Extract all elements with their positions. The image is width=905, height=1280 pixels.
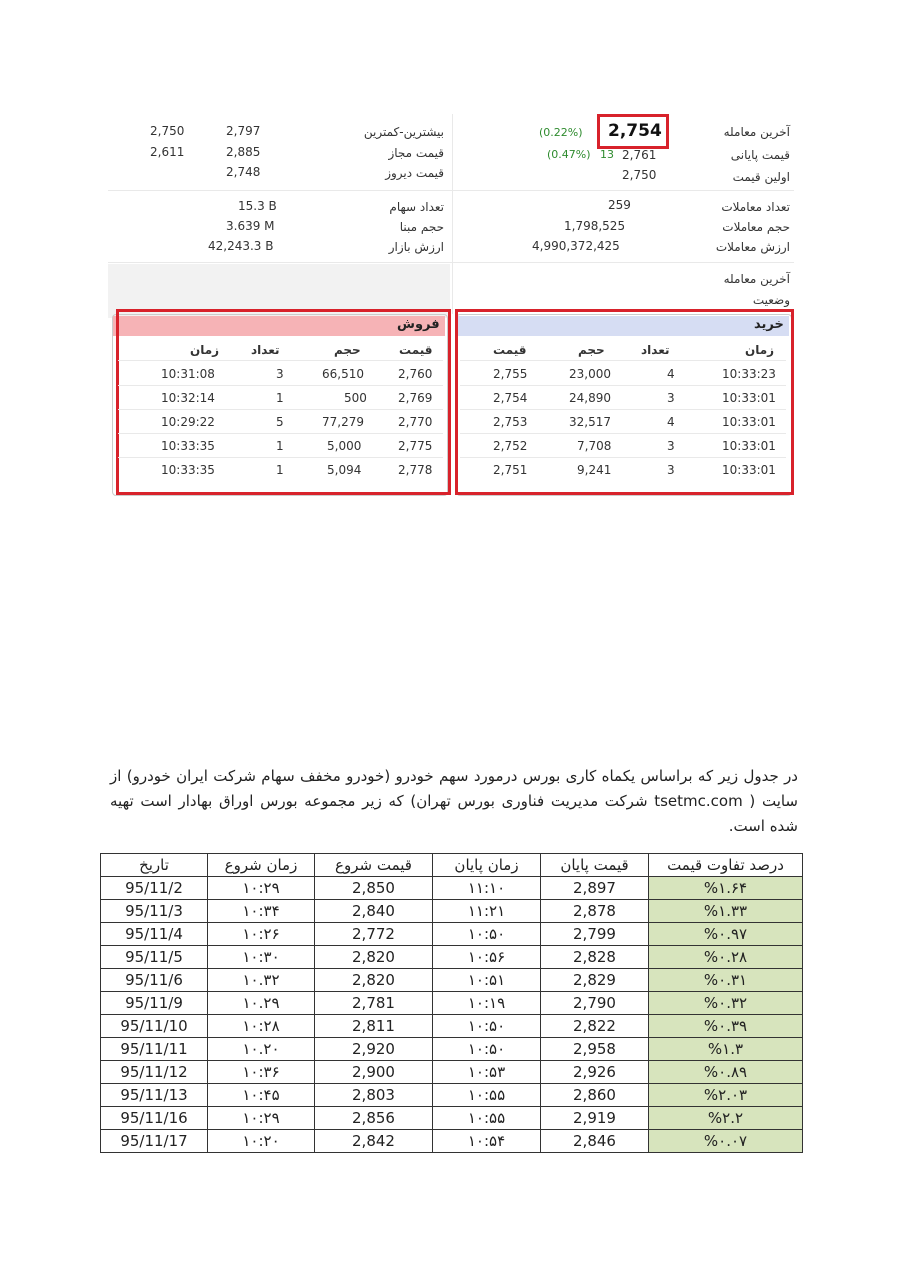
sell-row-price: 2,760 (398, 367, 433, 381)
cell-start-time: ۱۰:۲۶ (208, 923, 315, 946)
cell-end-time: ۱۰:۵۰ (433, 1015, 541, 1038)
table-header-row (101, 854, 803, 877)
cell-end-price: 2,897 (541, 877, 649, 900)
sell-row-time: 10:33:35 (161, 439, 215, 453)
cell-end-price: 2,822 (541, 1015, 649, 1038)
intro-paragraph: در جدول زیر که براساس یکماه کاری بورس درمورد سهم خودرو (خودرو مخفف سهام شرکت ایران خودرو) از سایت ( tsetmc.com شرکت مدیریت فناوری بورس تهران) که زیر مجموعه بورس اوراق بهادار است تهیه شده است. (110, 767, 799, 835)
high-low-label: بیشترین-کمترین (363, 125, 444, 139)
table-row (101, 1130, 803, 1153)
closing-price-label: قیمت پایانی (730, 148, 790, 162)
cell-date: 95/11/12 (101, 1061, 208, 1084)
buy-header-volume: حجم (578, 343, 605, 357)
cell-end-price: 2,829 (541, 969, 649, 992)
cell-start-price: 2,772 (315, 923, 433, 946)
base-volume-label: حجم مبنا (399, 220, 444, 234)
buy-row-count: 3 (667, 391, 675, 405)
cell-date: 95/11/16 (101, 1107, 208, 1130)
header-start-price: قیمت شروع (315, 854, 433, 877)
closing-price: 2,761 (622, 148, 657, 162)
cell-end-time: ۱۰:۱۹ (433, 992, 541, 1015)
sell-row-count: 1 (276, 439, 284, 453)
sell-header-price: قیمت (399, 343, 433, 357)
high-price: 2,797 (226, 124, 261, 138)
cell-date: 95/11/11 (101, 1038, 208, 1061)
row-divider (118, 433, 443, 434)
allowed-range-label: قیمت مجاز (388, 146, 444, 160)
buy-title: خرید (754, 317, 784, 332)
cell-price-diff-pct: %۰.۰۷ (649, 1130, 803, 1153)
sell-row-count: 1 (276, 463, 284, 477)
buy-row-time: 10:33:01 (722, 463, 776, 477)
first-price: 2,750 (622, 168, 657, 182)
header-price-diff-pct: درصد تفاوت قیمت (649, 854, 803, 877)
table-row (101, 1107, 803, 1130)
cell-price-diff-pct: %۱.۶۴ (649, 877, 803, 900)
cell-start-time: ۱۰:۲۰ (208, 1130, 315, 1153)
last-trade-label: آخرین معامله (723, 125, 790, 139)
buy-row-volume: 7,708 (577, 439, 612, 453)
sell-row-time: 10:31:08 (161, 367, 215, 381)
stock-info-panel (108, 114, 794, 500)
trade-value-label: ارزش معاملات (715, 240, 790, 254)
buy-row-time: 10:33:01 (722, 415, 776, 429)
buy-row-volume: 32,517 (569, 415, 611, 429)
trade-count-label: تعداد معاملات (721, 200, 790, 214)
sell-row-volume: 5,094 (327, 463, 362, 477)
cell-date: 95/11/13 (101, 1084, 208, 1107)
cell-start-time: ۱۰.۲۹ (208, 992, 315, 1015)
table-row (101, 1061, 803, 1084)
cell-end-price: 2,878 (541, 900, 649, 923)
cell-price-diff-pct: %۰.۹۷ (649, 923, 803, 946)
status-label: وضعیت (752, 293, 790, 307)
cell-start-price: 2,850 (315, 877, 433, 900)
shares-label: تعداد سهام (389, 200, 444, 214)
cell-price-diff-pct: %۲.۰۳ (649, 1084, 803, 1107)
header-start-time: زمان شروع (208, 854, 315, 877)
buy-row-volume: 24,890 (569, 391, 611, 405)
cell-end-time: ۱۰:۵۰ (433, 1038, 541, 1061)
cell-start-time: ۱۰:۳۶ (208, 1061, 315, 1084)
table-row (101, 992, 803, 1015)
cell-price-diff-pct: %۰.۳۱ (649, 969, 803, 992)
table-row (101, 923, 803, 946)
cell-price-diff-pct: %۱.۳ (649, 1038, 803, 1061)
cell-price-diff-pct: %۰.۸۹ (649, 1061, 803, 1084)
sell-header-volume: حجم (334, 343, 361, 357)
sell-header-time: زمان (190, 343, 220, 357)
buy-row-price: 2,752 (493, 439, 528, 453)
cell-start-price: 2,920 (315, 1038, 433, 1061)
row-divider (118, 360, 443, 361)
cell-end-price: 2,846 (541, 1130, 649, 1153)
cell-end-time: ۱۰:۵۶ (433, 946, 541, 969)
table-row (101, 1038, 803, 1061)
cell-start-time: ۱۰:۲۹ (208, 877, 315, 900)
cell-end-price: 2,799 (541, 923, 649, 946)
trade-value: 4,990,372,425 (532, 239, 620, 253)
sell-row-volume: 500 (344, 391, 367, 405)
row-divider (460, 457, 786, 458)
header-date: تاریخ (101, 854, 208, 877)
cell-price-diff-pct: %۰.۳۹ (649, 1015, 803, 1038)
table-row (101, 900, 803, 923)
sell-row-time: 10:32:14 (161, 391, 215, 405)
cell-date: 95/11/9 (101, 992, 208, 1015)
sell-row-count: 5 (276, 415, 284, 429)
cell-start-price: 2,820 (315, 946, 433, 969)
row-divider (460, 385, 786, 386)
cell-price-diff-pct: %۲.۲ (649, 1107, 803, 1130)
buy-row-time: 10:33:01 (722, 391, 776, 405)
sell-row-price: 2,775 (398, 439, 433, 453)
cell-end-price: 2,958 (541, 1038, 649, 1061)
sell-row-price: 2,770 (398, 415, 433, 429)
cell-end-price: 2,919 (541, 1107, 649, 1130)
cell-end-time: ۱۰:۵۴ (433, 1130, 541, 1153)
cell-start-price: 2,811 (315, 1015, 433, 1038)
row-divider (460, 360, 786, 361)
cell-date: 95/11/6 (101, 969, 208, 992)
sell-row-volume: 77,279 (322, 415, 364, 429)
closing-change: 13 (600, 148, 614, 161)
buy-row-count: 3 (667, 439, 675, 453)
cell-start-price: 2,900 (315, 1061, 433, 1084)
base-volume: 3.639 M (226, 219, 275, 233)
cell-start-time: ۱۰:۳۴ (208, 900, 315, 923)
cell-start-price: 2,820 (315, 969, 433, 992)
buy-row-price: 2,754 (493, 391, 528, 405)
header-end-time: زمان پایان (433, 854, 541, 877)
table-row (101, 1015, 803, 1038)
cell-end-time: ۱۰:۵۵ (433, 1107, 541, 1130)
buy-header-time: زمان (745, 343, 775, 357)
cell-price-diff-pct: %۰.۳۲ (649, 992, 803, 1015)
market-value: 42,243.3 B (208, 239, 274, 253)
row-divider (118, 385, 443, 386)
market-value-label: ارزش بازار (388, 240, 444, 254)
cell-start-time: ۱۰.۲۰ (208, 1038, 315, 1061)
cell-end-time: ۱۰:۵۳ (433, 1061, 541, 1084)
cell-date: 95/11/5 (101, 946, 208, 969)
cell-end-price: 2,828 (541, 946, 649, 969)
buy-row-price: 2,755 (493, 367, 528, 381)
buy-row-count: 4 (667, 367, 675, 381)
cell-date: 95/11/3 (101, 900, 208, 923)
buy-header-count: تعداد (641, 343, 670, 357)
cell-start-price: 2,803 (315, 1084, 433, 1107)
header-end-price: قیمت پایان (541, 854, 649, 877)
buy-row-time: 10:33:01 (722, 439, 776, 453)
price-data-table (100, 853, 803, 1153)
last-trade-time-label: آخرین معامله (723, 272, 790, 286)
sell-row-count: 1 (276, 391, 284, 405)
sell-row-price: 2,778 (398, 463, 433, 477)
section-divider (108, 190, 794, 191)
low-price: 2,750 (150, 124, 185, 138)
cell-end-time: ۱۱:۱۰ (433, 877, 541, 900)
cell-start-time: ۱۰:۴۵ (208, 1084, 315, 1107)
cell-date: 95/11/4 (101, 923, 208, 946)
buy-row-price: 2,751 (493, 463, 528, 477)
shares-value: 15.3 B (238, 199, 277, 213)
section-divider (108, 262, 794, 263)
yesterday-price-label: قیمت دیروز (385, 166, 444, 180)
trade-volume-label: حجم معاملات (722, 220, 790, 234)
sell-row-price: 2,769 (398, 391, 433, 405)
closing-change-pct: (0.47%) (547, 148, 591, 161)
buy-row-price: 2,753 (493, 415, 528, 429)
sell-header-count: تعداد (251, 343, 280, 357)
cell-start-time: ۱۰:۳۰ (208, 946, 315, 969)
cell-start-price: 2,781 (315, 992, 433, 1015)
row-divider (118, 457, 443, 458)
cell-end-price: 2,860 (541, 1084, 649, 1107)
trade-volume: 1,798,525 (564, 219, 626, 233)
allowed-max: 2,885 (226, 145, 261, 159)
cell-date: 95/11/2 (101, 877, 208, 900)
cell-end-price: 2,790 (541, 992, 649, 1015)
column-divider (452, 114, 453, 314)
buy-row-volume: 9,241 (577, 463, 612, 477)
cell-start-time: ۱۰:۲۸ (208, 1015, 315, 1038)
sell-row-volume: 66,510 (322, 367, 364, 381)
table-row (101, 969, 803, 992)
cell-start-time: ۱۰:۲۹ (208, 1107, 315, 1130)
table-body (101, 877, 803, 1153)
cell-end-price: 2,926 (541, 1061, 649, 1084)
cell-end-time: ۱۰:۵۵ (433, 1084, 541, 1107)
table-row (101, 1084, 803, 1107)
buy-row-count: 4 (667, 415, 675, 429)
table-row (101, 877, 803, 900)
cell-price-diff-pct: %۱.۳۳ (649, 900, 803, 923)
cell-end-time: ۱۱:۲۱ (433, 900, 541, 923)
last-trade-change-pct: (0.22%) (539, 126, 583, 139)
sell-row-time: 10:29:22 (161, 415, 215, 429)
cell-start-price: 2,840 (315, 900, 433, 923)
sell-title: فروش (397, 317, 440, 332)
cell-price-diff-pct: %۰.۲۸ (649, 946, 803, 969)
sell-row-count: 3 (276, 367, 284, 381)
cell-date: 95/11/17 (101, 1130, 208, 1153)
buy-row-volume: 23,000 (569, 367, 611, 381)
table-row (101, 946, 803, 969)
cell-end-time: ۱۰:۵۱ (433, 969, 541, 992)
first-price-label: اولین قیمت (732, 170, 790, 184)
yesterday-price: 2,748 (226, 165, 261, 179)
row-divider (460, 409, 786, 410)
allowed-min: 2,611 (150, 145, 185, 159)
cell-end-time: ۱۰:۵۰ (433, 923, 541, 946)
row-divider (460, 433, 786, 434)
sell-row-volume: 5,000 (327, 439, 362, 453)
buy-header-price: قیمت (493, 343, 527, 357)
trade-count: 259 (608, 198, 631, 212)
last-trade-price: 2,754 (608, 121, 662, 141)
row-divider (118, 409, 443, 410)
buy-row-time: 10:33:23 (722, 367, 776, 381)
buy-row-count: 3 (667, 463, 675, 477)
cell-start-time: ۱۰.۳۲ (208, 969, 315, 992)
cell-start-price: 2,856 (315, 1107, 433, 1130)
sell-row-time: 10:33:35 (161, 463, 215, 477)
cell-date: 95/11/10 (101, 1015, 208, 1038)
cell-start-price: 2,842 (315, 1130, 433, 1153)
